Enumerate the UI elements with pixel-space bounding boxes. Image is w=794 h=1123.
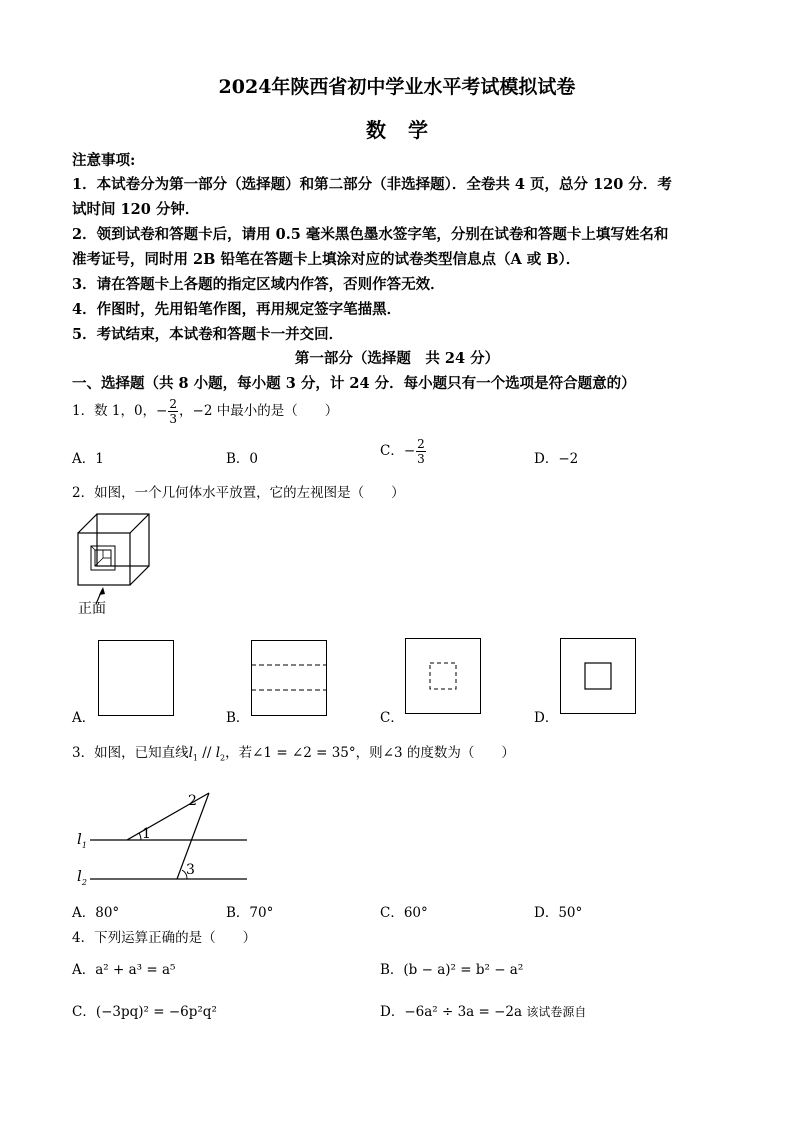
subject-title: 数学: [366, 118, 450, 142]
q2-option-d: D．: [534, 710, 559, 726]
question-2-stem: 2．如图，一个几何体水平放置，它的左视图是（ ）: [72, 485, 405, 501]
q2-figure-a: [98, 640, 174, 716]
note-5: 5．考试结束，本试卷和答题卡一并交回．: [72, 326, 344, 343]
note-3: 3．请在答题卡上各题的指定区域内作答，否则作答无效．: [72, 276, 445, 293]
q1-option-c: C．− $\frac{2}{3}$: [380, 437, 425, 466]
q1-option-d: D．−2: [534, 451, 579, 467]
q4-option-c: C．(−3pq)² = −6p²q²: [72, 1004, 217, 1020]
q3-option-c: C．60°: [380, 905, 428, 921]
question-1-stem: 1．数 1，0，− $\frac{2}{3}$ ，−2 中最小的是（ ）: [72, 397, 339, 426]
q1-option-a: A．1: [72, 451, 104, 467]
q4-option-b: B．(b − a)² = b² − a²: [380, 962, 524, 978]
line-l2-label: $l_2$: [77, 867, 87, 887]
note-1-line-2: 试时间 120 分钟．: [72, 201, 200, 218]
part1-heading: 第一部分（选择题 共 24 分）: [294, 350, 500, 367]
angle-1-label: 1: [142, 826, 151, 842]
parallel-lines-figure: [75, 775, 255, 890]
q2-option-c: C．: [380, 710, 404, 726]
note-4: 4．作图时，先用铅笔作图，再用规定签字笔描黑．: [72, 301, 402, 318]
q3-option-a: A．80°: [72, 905, 120, 921]
question-4-stem: 4．下列运算正确的是（ ）: [72, 930, 257, 946]
section-heading: 一、选择题（共 8 小题，每小题 3 分，计 24 分．每小题只有一个选项是符合题意的）: [72, 375, 636, 392]
fraction: $\frac{2}{3}$: [417, 437, 425, 466]
q1-option-b: B．0: [226, 451, 259, 467]
note-2-line-1: 2．领到试卷和答题卡后，请用 0.5 毫米黑色墨水签字笔，分别在试卷和答题卡上填写姓名和: [72, 226, 669, 243]
q2-figure-b: [251, 640, 327, 716]
notes-heading: 注意事项:: [72, 152, 136, 169]
angle-2-label: 2: [188, 793, 197, 809]
q2-option-a: A．: [72, 710, 96, 726]
q4-option-a: A．a² + a³ = a⁵: [72, 962, 176, 978]
angle-3-label: 3: [186, 862, 195, 878]
q3-option-b: B．70°: [226, 905, 274, 921]
line-l1-label: $l_1$: [77, 830, 87, 850]
fraction: $\frac{2}{3}$: [169, 397, 178, 426]
exam-title: 2024年陕西省初中学业水平考试模拟试卷: [218, 76, 576, 98]
q4-option-d: D．−6a² ÷ 3a = −2a 该试卷源自: [380, 1004, 587, 1020]
front-label: 正面: [78, 601, 106, 617]
source-note: 该试卷源自: [526, 1005, 587, 1019]
q3-option-d: D．50°: [534, 905, 583, 921]
note-2-line-2: 准考证号，同时用 2B 铅笔在答题卡上填涂对应的试卷类型信息点（A 或 B）．: [72, 251, 581, 268]
q2-option-b: B．: [226, 710, 250, 726]
note-1-line-1: 1．本试卷分为第一部分（选择题）和第二部分（非选择题）．全卷共 4 页，总分 120 分．考: [72, 176, 672, 193]
question-3-stem: 3．如图，已知直线$l_1 // l_2$，若∠1 = ∠2 = 35°，则∠3 的度数为（ ）: [72, 745, 515, 763]
q2-figure-d: [560, 638, 636, 714]
q2-figure-c: [405, 638, 481, 714]
